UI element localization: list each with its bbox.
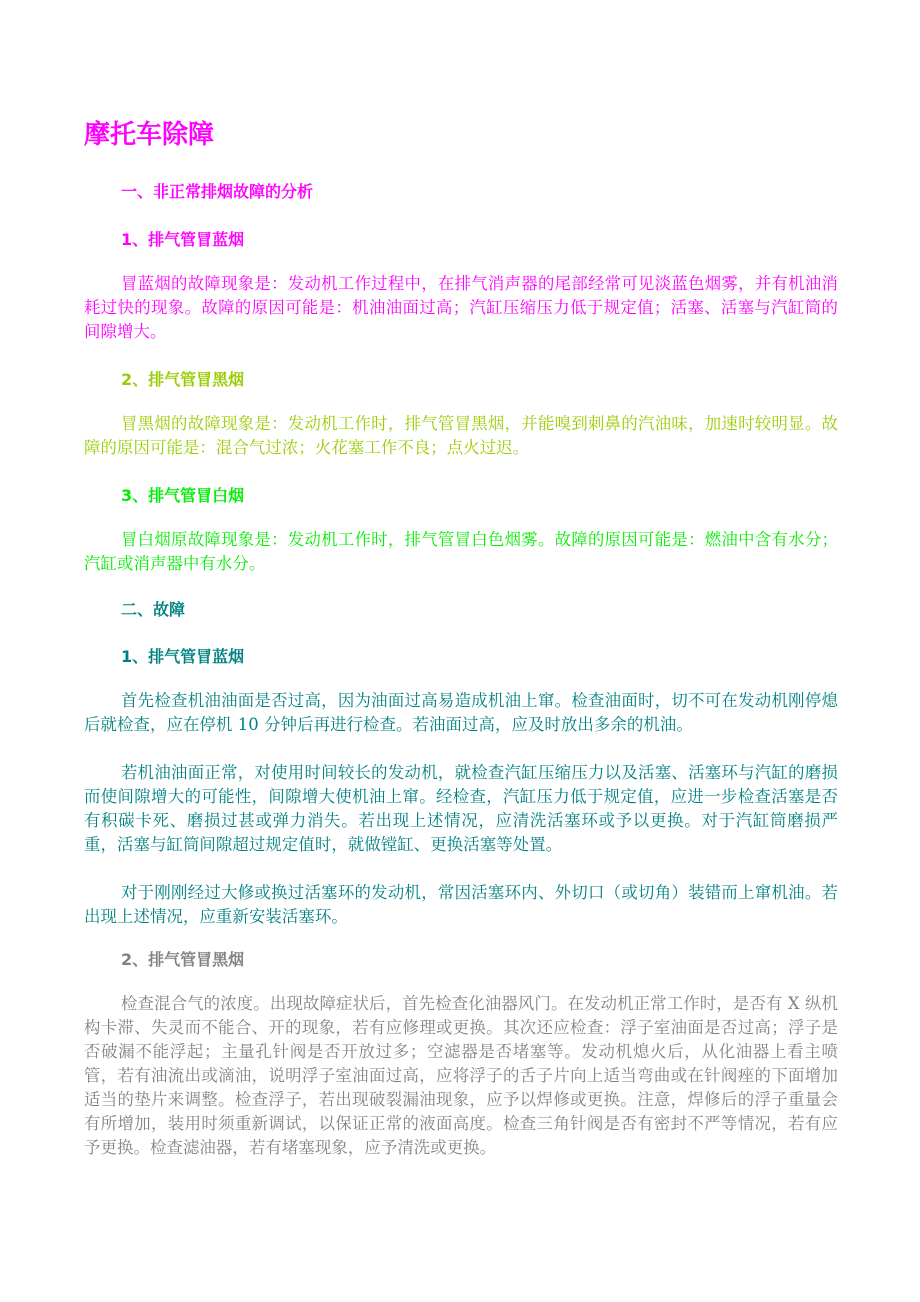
- paragraph-blue-smoke-fix-1: 首先检查机油油面是否过高，因为油面过高易造成机油上窜。检查油面时，切不可在发动机刚停熄后就检查，应在停机 10 分钟后再进行检查。若油面过高，应及时放出多余的机油。: [84, 691, 838, 734]
- section-heading-analysis: 一、非正常排烟故障的分析: [121, 182, 314, 201]
- paragraph-blue-smoke: 冒蓝烟的故障现象是：发动机工作过程中，在排气消声器的尾部经常可见淡蓝色烟雾，并有机油消耗过快的现象。故障的原因可能是：机油油面过高；汽缸压缩压力低于规定值；活塞、活塞与汽缸筒的间隙增大。: [84, 274, 838, 341]
- paragraph-blue-smoke-fix-2: 若机油油面正常，对使用时间较长的发动机，就检查汽缸压缩压力以及活塞、活塞环与汽缸的磨损而使间隙增大的可能性，间隙增大使机油上窜。经检查，汽缸压力低于规定值，应进一步检查活塞是否有积碳卡死、磨损过甚或弹力消失。若出现上述情况，应清洗活塞环或予以更换。对于汽缸筒磨损严重，活塞与缸筒间隙超过规定值时，就做镗缸、更换活塞等处置。: [84, 763, 838, 854]
- paragraph-white-smoke: 冒白烟原故障现象是：发动机工作时，排气管冒白色烟雾。故障的原因可能是：燃油中含有水分；汽缸或消声器中有水分。: [84, 530, 838, 573]
- subheading-blue-smoke: 1、排气管冒蓝烟: [121, 230, 245, 249]
- paragraph-black-smoke: 冒黑烟的故障现象是：发动机工作时，排气管冒黑烟，并能嗅到刺鼻的汽油味，加速时较明显。故障的原因可能是：混合气过浓；火花塞工作不良；点火过迟。: [84, 414, 838, 457]
- subheading-black-smoke-fix: 2、排气管冒黑烟: [121, 950, 245, 969]
- subheading-white-smoke: 3、排气管冒白烟: [121, 486, 245, 505]
- section-heading-faults: 二、故障: [121, 600, 186, 619]
- document-title: 摩托车除障: [84, 120, 215, 150]
- subheading-blue-smoke-fix: 1、排气管冒蓝烟: [121, 647, 245, 666]
- subheading-black-smoke: 2、排气管冒黑烟: [121, 370, 245, 389]
- paragraph-black-smoke-fix: 检查混合气的浓度。出现故障症状后，首先检查化油器风门。在发动机正常工作时，是否有 X 纵机构卡滞、失灵而不能合、开的现象，若有应修理或更换。其次还应检查：浮子室油面是否过高；浮子是否破漏不能浮起；主量孔针阀是否开放过多；空滤器是否堵塞等。发动机熄火后，从化油器上看主喷管，若有油流出或滴油，说明浮子室油面过高，应将浮子的舌子片向上适当弯曲或在针阀痤的下面增加适当的垫片来调整。检查浮子，若出现破裂漏油现象，应予以焊修或更换。注意，焊修后的浮子重量会有所增加，装用时须重新调试，以保证正常的液面高度。检查三角针阀是否有密封不严等情况，若有应予更换。检查滤油器，若有堵塞现象，应予清洗或更换。: [84, 994, 838, 1157]
- paragraph-blue-smoke-fix-3: 对于刚刚经过大修或换过活塞环的发动机，常因活塞环内、外切口（或切角）装错而上窜机油。若出现上述情况，应重新安装活塞环。: [84, 883, 838, 926]
